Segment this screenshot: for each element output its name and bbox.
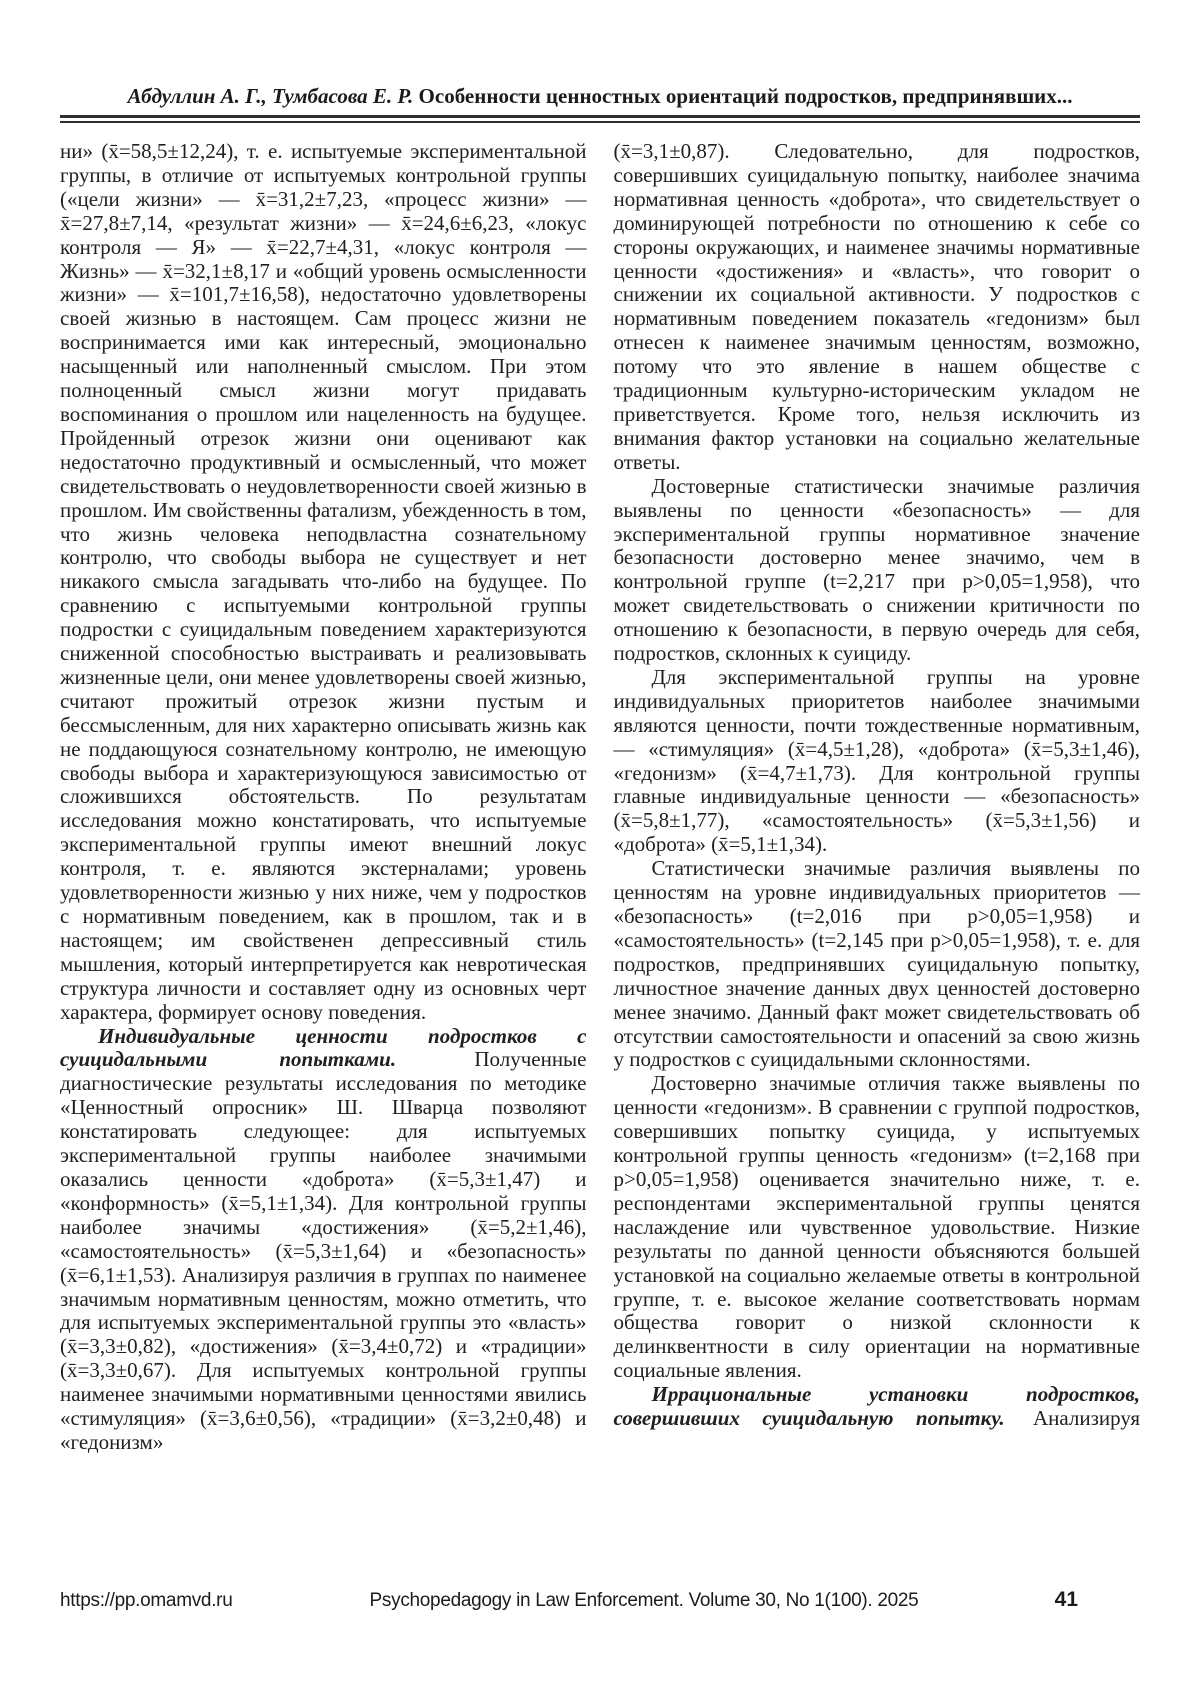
section-lead: Иррациональные установки подростков, совершивших суицидальную попытку. bbox=[613, 1382, 1140, 1431]
paragraph bbox=[614, 1383, 1141, 1431]
left-column bbox=[60, 140, 587, 1455]
section-lead: Индивидуальные ценности подростков с суицидальными попытками. bbox=[60, 1023, 587, 1072]
header-authors: Абдуллин А. Г., Тумбасова Е. Р. bbox=[127, 84, 414, 108]
paragraph-text: Полученные диагностические результаты исследования по методике «Ценностный опросник» Ш. Шварца позволяют констатировать следующее: для испытуемых экспериментальной группы наиболее значимыми оказались ценности «доброта» (x̄=5,3±1,47) и «конформность» (x̄=5,1±1,34). Для контрольной группы наиболее значимы «достижения» (x̄=5,2±1,46), «самостоятельность» (x̄=5,3±1,64) и «безопасность» (x̄=6,1±1,53). Анализируя различия в группах по наименее значимым нормативным ценностям, можно отметить, что для испытуемых экспериментальной группы это «власть» (x̄=3,3±0,82), «достижения» (x̄=3,4±0,72) и «традиции» (x̄=3,3±0,67). Для испытуемых контрольной группы наименее значимыми нормативными ценностями явились «стимуляция» (x̄=3,6±0,56), «традиции» (x̄=3,2±0,48) и «гедонизм» bbox=[60, 1047, 587, 1454]
header-rule bbox=[60, 115, 1140, 123]
text-columns bbox=[0, 123, 1200, 1455]
footer-page-number: 41 bbox=[1054, 1588, 1078, 1611]
paragraph-text: Достоверно значимые отличия также выявлены по ценности «гедонизм». В сравнении с группой подростков, совершивших попытку суицида, у испытуемых контрольной группы ценность «гедонизм» (t=2,168 при p>0,05=1,958) оценивается значительно ниже, т. е. респондентами экспериментальной группы ценятся наслаждение или чувственное удовольствие. Низкие результаты по данной ценности объясняются большей установкой на социально желаемые ответы в контрольной группе, т. е. высокое желание соответствовать нормам общества говорит о низкой склонности к делинквентности в силу ориентации на нормативные социальные явления. bbox=[613, 1071, 1140, 1383]
paragraph bbox=[60, 1025, 587, 1455]
footer-journal: Psychopedagogy in Law Enforcement. Volume 30, No 1(100). 2025 bbox=[369, 1590, 919, 1611]
paragraph bbox=[614, 1072, 1141, 1383]
footer-url: https://pp.omamvd.ru bbox=[60, 1590, 233, 1611]
header-title: Особенности ценностных ориентаций подростков, предпринявших... bbox=[418, 84, 1073, 108]
paragraph bbox=[614, 475, 1141, 666]
paragraph-text: ни» (x̄=58,5±12,24), т. е. испытуемые экспериментальной группы, в отличие от испытуемых контрольной группы («цели жизни» — x̄=31,2±7,23, «процесс жизни» — x̄=27,8±7,14, «результат жизни» — x̄=24,6±6,23, «локус контроля — Я» — x̄=22,7±4,31, «локус контроля — Жизнь» — x̄=32,1±8,17 и «общий уровень осмысленности жизни» — x̄=101,7±16,58), недостаточно удовлетворены своей жизнью в настоящем. Сам процесс жизни не воспринимается ими как интересный, эмоционально насыщенный или наполненный смыслом. При этом полноценный смысл жизни могут придавать воспоминания о прошлом или нацеленность на будущее. Пройденный отрезок жизни они оценивают как недостаточно продуктивный и осмысленный, что может свидетельствовать о неудовлетворенности своей жизнью в прошлом. Им свойственны фатализм, убежденность в том, что жизнь человека неподвластна сознательному контролю, что свободы выбора не существует и нет никакого смысла загадывать что-либо на будущее. По сравнению с испытуемыми контрольной группы подростки с суицидальным поведением характеризуются сниженной способностью выстраивать и реализовывать жизненные цели, они менее удовлетворены своей жизнью, считают прожитый отрезок жизни пустым и бессмысленным, для них характерно описывать жизнь как не поддающуюся сознательному контролю, не имеющую свободы выбора и характеризующуюся зависимостью от сложившихся обстоятельств. По результатам исследования можно констатировать, что испытуемые экспериментальной группы имеют внешний локус контроля, т. е. являются экстерналами; уровень удовлетворенности жизнью у них ниже, чем у подростков с нормативным поведением, как в прошлом, так и в настоящем; им свойственен депрессивный стиль мышления, который интерпретируется как невротическая структура личности и составляет одну из основных черт характера, формирует основу поведения. bbox=[60, 139, 587, 1024]
paragraph bbox=[614, 857, 1141, 1072]
page-footer bbox=[60, 1588, 1140, 1612]
paragraph bbox=[60, 140, 587, 1025]
paragraph-text: Для экспериментальной группы на уровне индивидуальных приоритетов наиболее значимыми являются ценности, почти тождественные нормативным, — «стимуляция» (x̄=4,5±1,28), «доброта» (x̄=5,3±1,46), «гедонизм» (x̄=4,7±1,73). Для контрольной группы главные индивидуальные ценности — «безопасность» (x̄=5,8±1,77), «самостоятельность» (x̄=5,3±1,56) и «доброта» (x̄=5,1±1,34). bbox=[613, 664, 1140, 857]
running-header bbox=[0, 0, 1200, 108]
right-column bbox=[614, 140, 1141, 1455]
paragraph-text: Статистически значимые различия выявлены по ценностям на уровне индивидуальных приоритетов — «безопасность» (t=2,016 при p>0,05=1,958) и «самостоятельность» (t=2,145 при p>0,05=1,958), т. е. для подростков, предпринявших суицидальную попытку, личностное значение данных двух ценностей достоверно менее значимо. Данный факт может свидетельствовать об отсутствии самостоятельности и опасений за свою жизнь у подростков с суицидальными склонностями. bbox=[613, 856, 1140, 1072]
paragraph bbox=[614, 140, 1141, 475]
paragraph bbox=[614, 666, 1141, 857]
paragraph-text: Анализируя bbox=[1032, 1406, 1141, 1431]
paragraph-text: Достоверные статистически значимые различия выявлены по ценности «безопасность» — для экспериментальной группы нормативное значение безопасности достоверно менее значимо, чем в контрольной группе (t=2,217 при p>0,05=1,958), что может свидетельствовать о снижении критичности по отношению к безопасности, в первую очередь для себя, подростков, склонных к суициду. bbox=[613, 473, 1140, 666]
paragraph-text: (x̄=3,1±0,87). Следовательно, для подростков, совершивших суицидальную попытку, наиболее значима нормативная ценность «доброта», что свидетельствует о доминирующей потребности по отношению к себе со стороны окружающих, и наименее значимы нормативные ценности «достижения» и «власть», что говорит о снижении их социальной активности. У подростков с нормативным поведением показатель «гедонизм» был отнесен к наименее значимым ценностям, возможно, потому что это явление в нашем обществе с традиционным культурно-историческим укладом не приветствуется. Кроме того, нельзя исключить из внимания фактор установки на социально желательные ответы. bbox=[613, 139, 1140, 474]
